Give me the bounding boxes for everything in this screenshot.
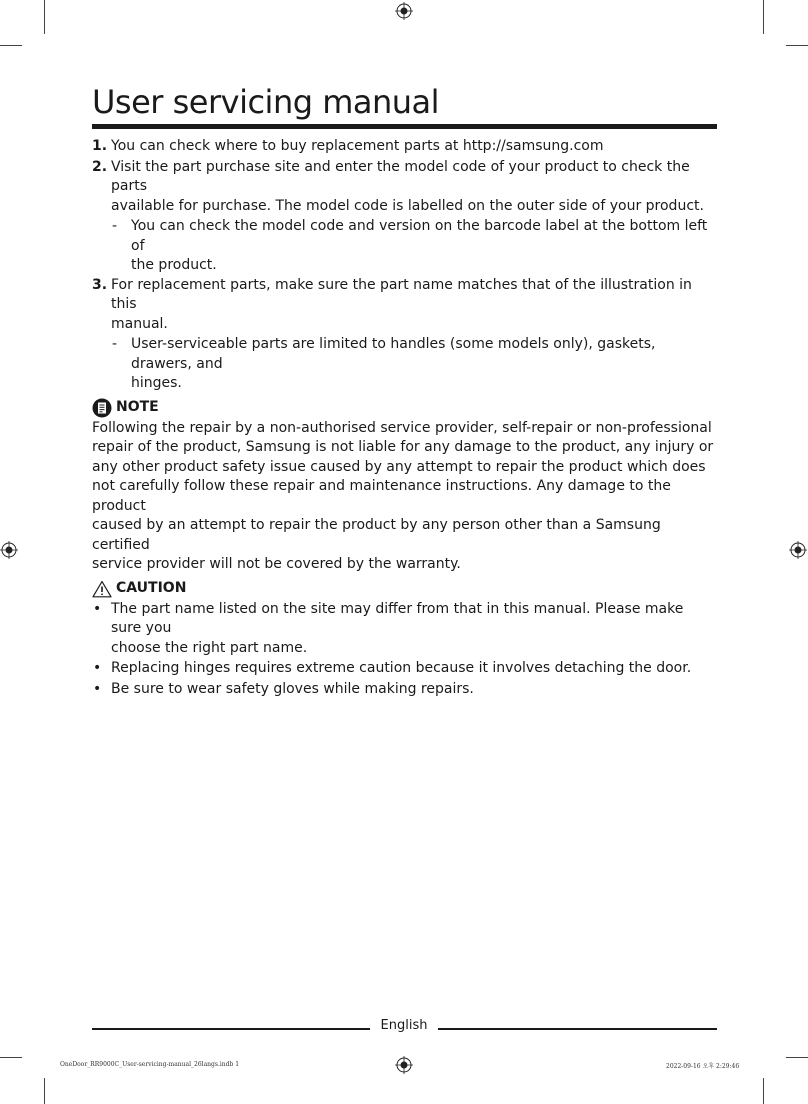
step-item [92,276,717,335]
bullet-text: choose the right part name. [111,639,308,656]
crop-mark [0,45,22,46]
crop-mark [44,1078,45,1104]
note-line: Following the repair by a non-authorised service provider, self-repair or non-professional [92,419,712,436]
bullet-text: Replacing hinges requires extreme caution because it involves detaching the door. [111,660,692,676]
crop-mark [763,0,764,34]
step-text: Visit the part purchase site and enter the model code of your product to check the parts [111,158,690,194]
sub-text: hinges. [131,375,182,391]
note-document-icon [92,398,112,418]
registration-mark-icon [789,541,807,559]
caution-bullet [92,600,717,659]
manual-body [92,137,717,700]
note-paragraph [92,419,717,575]
sub-text: the product. [131,257,217,273]
step-number: 3. [92,276,108,293]
note-line: caused by an attempt to repair the product by any person other than a Samsung certified [92,517,661,553]
crop-mark [0,1057,22,1058]
note-line: service provider will not be covered by the warranty. [92,556,461,572]
caution-bullet [92,659,717,679]
bullet-text: Be sure to wear safety gloves while making repairs. [111,680,474,697]
bullet-text: The part name listed on the site may differ from that in this manual. Please make sure you [111,600,684,636]
warning-triangle-icon [92,580,112,598]
sub-text: User-serviceable parts are limited to handles (some models only), gaskets, drawers, and [131,336,656,372]
bullet-dot: • [93,680,102,697]
registration-mark-icon [395,1056,413,1074]
note-label: NOTE [116,398,159,415]
footer-language: English [380,1018,428,1033]
print-slug-date: 2022-09-16 오후 2:29:46 [666,1063,740,1070]
step-number: 2. [92,158,108,175]
sub-item [92,335,717,394]
crop-mark [763,1078,764,1104]
sub-text: You can check the model code and version on the barcode label at the bottom left of [131,218,708,254]
step-text: You can check where to buy replacement parts at http://samsung.com [111,138,604,154]
sub-item [92,217,717,276]
caution-heading [92,578,717,600]
crop-mark [786,1057,808,1058]
title-underline [92,124,717,129]
footer-rule-left [92,1028,370,1030]
step-text: available for purchase. The model code is labelled on the outer side of your product. [111,197,704,214]
bullet-dot: • [93,600,102,617]
crop-mark [44,0,45,34]
registration-mark-icon [0,541,18,559]
note-line: any other product safety issue caused by any attempt to repair the product which does [92,458,706,475]
bullet-dot: • [93,660,102,676]
note-line: not carefully follow these repair and maintenance instructions. Any damage to the product [92,478,671,514]
note-line: repair of the product, Samsung is not liable for any damage to the product, any injury or [92,439,714,455]
crop-mark [786,45,808,46]
print-slug-file: OneDoor_RR9000C_User-servicing-manual_26langs.indb 1 [60,1061,240,1068]
footer-rule-right [438,1028,717,1030]
caution-bullet [92,680,717,700]
registration-mark-icon [395,2,413,20]
caution-label: CAUTION [116,579,187,596]
sub-dash: - [112,218,118,234]
step-item [92,158,717,217]
step-text: manual. [111,315,168,332]
note-heading [92,397,717,419]
step-text: For replacement parts, make sure the part name matches that of the illustration in this [111,276,692,312]
step-item [92,137,717,157]
sub-dash: - [112,336,118,352]
page-title: User servicing manual [92,83,440,121]
step-number: 1. [92,138,108,154]
